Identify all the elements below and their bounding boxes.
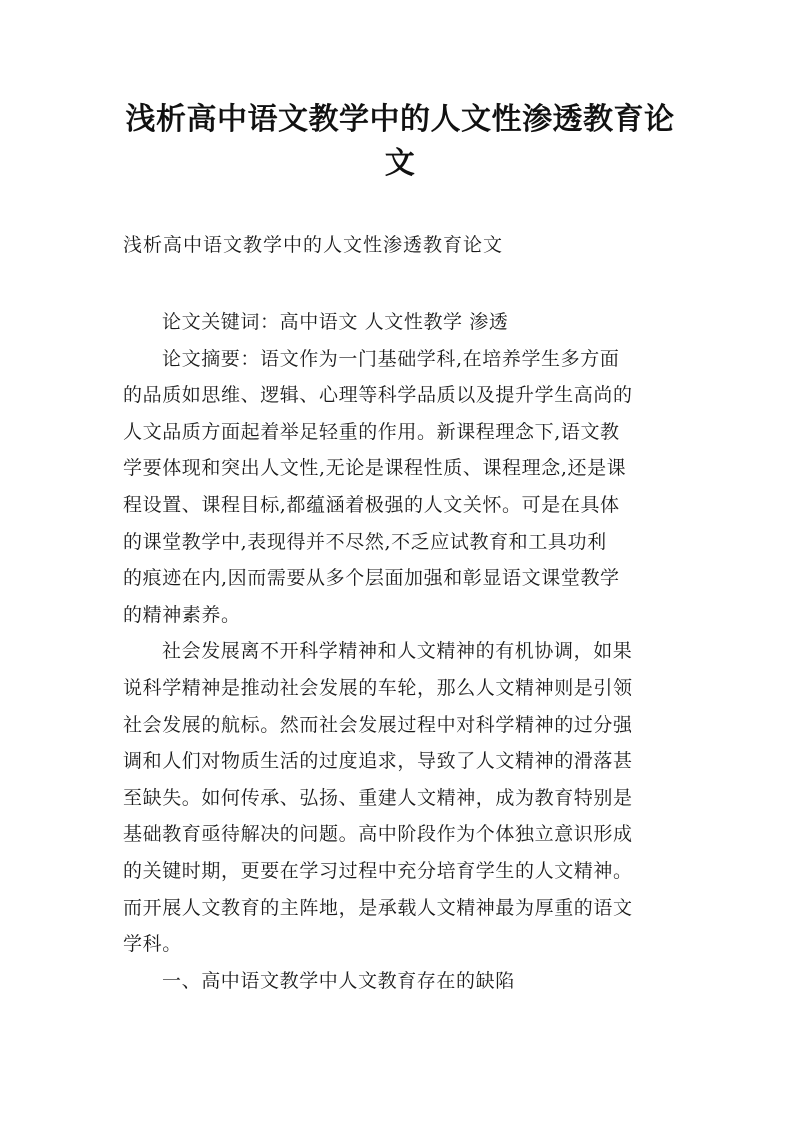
text-line: 说科学精神是推动社会发展的车轮，那么人文精神则是引领: [123, 676, 633, 699]
text-line: 社会发展离不开科学精神和人文精神的有机协调，如果: [162, 640, 633, 663]
title-line: 文: [384, 146, 416, 181]
text-line: 的课堂教学中,表现得并不尽然,不乏应试教育和工具功利: [123, 530, 607, 553]
text-line: 社会发展的航标。然而社会发展过程中对科学精神的过分强: [123, 713, 633, 736]
document-body: [123, 304, 681, 999]
text-line: 调和人们对物质生活的过度追求，导致了人文精神的滑落甚: [123, 750, 633, 773]
document-subtitle: 浅析高中语文教学中的人文性渗透教育论文: [123, 234, 504, 256]
text-line: 至缺失。如何传承、弘扬、重建人文精神，成为教育特别是: [123, 786, 633, 809]
text-line: 学要体现和突出人文性,无论是课程性质、课程理念,还是课: [123, 457, 627, 480]
text-line: 的精神素养。: [123, 603, 241, 626]
abstract-paragraph: [123, 341, 681, 634]
text-line: 的关键时期，更要在学习过程中充分培育学生的人文精神。: [123, 859, 633, 882]
text-line: 而开展人文教育的主阵地，是承载人文精神最为厚重的语文: [123, 896, 633, 919]
text-line: 论文摘要：语文作为一门基础学科,在培养学生多方面: [162, 347, 620, 370]
text-line: 的痕迹在内,因而需要从多个层面加强和彰显语文课堂教学: [123, 567, 620, 590]
title-line: 浅析高中语文教学中的人文性渗透教育论: [125, 102, 675, 137]
body-paragraph: [123, 633, 681, 962]
document-title: [120, 98, 680, 186]
text-line: 学科。: [123, 933, 182, 956]
text-line: 程设置、课程目标,都蕴涵着极强的人文关怀。可是在具体: [123, 493, 620, 516]
text-line: 基础教育亟待解决的问题。高中阶段作为个体独立意识形成: [123, 823, 633, 846]
section-heading: [123, 963, 681, 1000]
text-line: 人文品质方面起着举足轻重的作用。新课程理念下,语文教: [123, 420, 620, 443]
text-line: 论文关键词：高中语文 人文性教学 渗透: [162, 311, 509, 333]
text-line: 的品质如思维、逻辑、心理等科学品质以及提升学生高尚的: [123, 384, 633, 407]
text-line: 一、高中语文教学中人文教育存在的缺陷: [162, 969, 515, 992]
keywords-paragraph: [123, 304, 681, 341]
